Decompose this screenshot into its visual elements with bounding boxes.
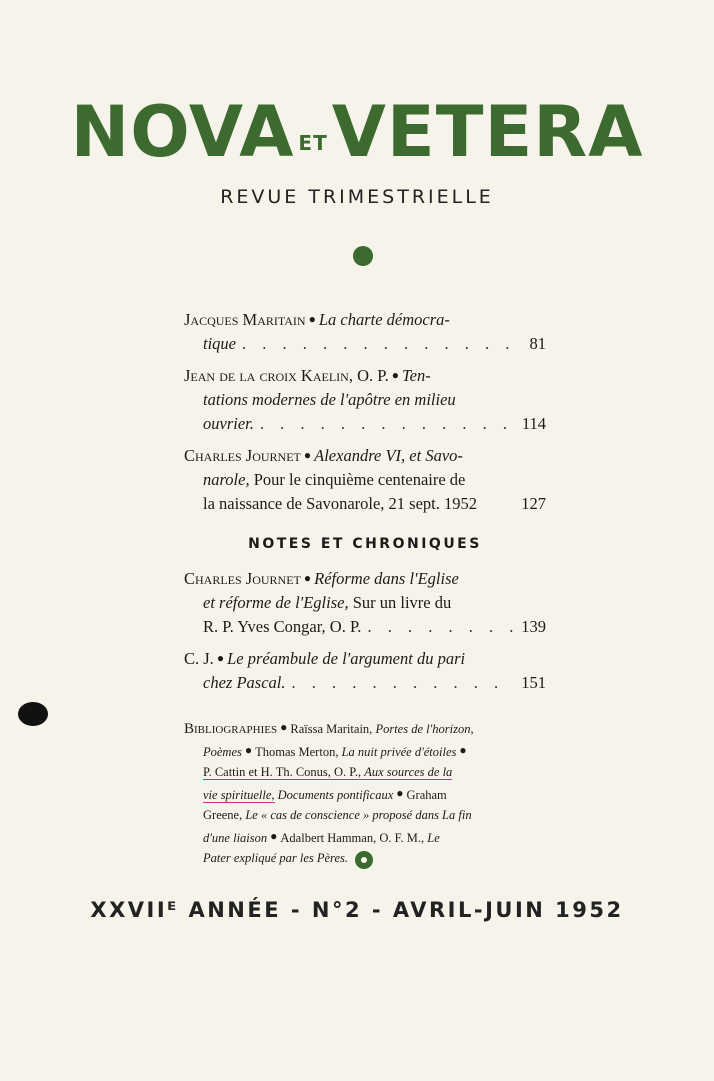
bullet-icon: ● xyxy=(270,828,278,843)
toc-title-cont: tique xyxy=(203,334,236,353)
biblio-title: La nuit privée d'étoiles xyxy=(341,744,457,759)
bullet-icon: ● xyxy=(303,448,312,462)
toc-subtitle: Pour le cinquième centenaire de xyxy=(253,470,466,489)
biblio-author: Adalbert Hamman, O. F. M., xyxy=(280,830,425,845)
biblio-title: Pater expliqué par les Pères. xyxy=(203,851,348,865)
biblio-title: Le « cas de conscience » proposé dans La fin xyxy=(245,808,472,822)
biblio-title: Poèmes xyxy=(203,744,242,759)
toc-page: 127 xyxy=(521,494,546,513)
toc-entry xyxy=(184,443,546,516)
toc-page: 151 xyxy=(521,673,546,692)
issue-footer: XXVIIᴱ ANNÉE - N°2 - AVRIL-JUIN 1952 xyxy=(90,898,624,922)
toc-title: Alexandre VI, et Savo- xyxy=(314,446,463,465)
toc-title: La charte démocra- xyxy=(318,310,450,329)
biblio-author: Thomas Merton, xyxy=(255,744,339,759)
toc-title-cont: ouvrier. xyxy=(203,414,254,433)
toc-title-cont: chez Pascal. xyxy=(203,673,286,692)
title-et: ET xyxy=(298,131,328,155)
title-vetera: VETERA xyxy=(331,91,644,173)
masthead-title xyxy=(0,92,714,172)
bullet-icon: ● xyxy=(459,742,467,757)
toc-title: Ten- xyxy=(401,366,431,385)
leader-dots xyxy=(291,671,515,695)
bullet-icon: ● xyxy=(280,720,288,734)
biblio-author: P. Cattin et H. Th. Conus, O. P., xyxy=(203,765,362,779)
toc-title-cont: et réforme de l'Eglise, xyxy=(203,593,349,612)
biblio-title: d'une liaison xyxy=(203,830,268,845)
biblio-title: vie spirituelle, xyxy=(203,787,275,802)
bullet-icon: ● xyxy=(303,571,312,585)
bibliographies xyxy=(184,717,546,869)
biblio-author: Raïssa Maritain, xyxy=(290,722,373,736)
biblio-heading: Bibliographies xyxy=(184,721,278,737)
bullet-icon: ● xyxy=(216,651,225,665)
title-nova: NOVA xyxy=(70,91,295,173)
leader-dots xyxy=(260,412,516,436)
toc-page: 114 xyxy=(521,414,546,433)
bullet-icon: ● xyxy=(308,312,316,326)
toc-subtitle: Sur un livre du xyxy=(352,593,452,612)
table-of-contents xyxy=(184,307,546,869)
bullet-icon: ● xyxy=(391,368,399,382)
biblio-title: Aux sources de la xyxy=(364,765,453,779)
toc-entry xyxy=(184,646,546,695)
ornament-dot xyxy=(353,246,373,266)
leader-dots xyxy=(242,332,516,356)
toc-author: Jacques Maritain xyxy=(184,310,306,329)
biblio-title: Documents pontificaux xyxy=(277,787,394,802)
subtitle: REVUE TRIMESTRIELLE xyxy=(220,186,494,208)
toc-author: Jean de la croix Kaelin, O. P. xyxy=(184,366,389,385)
toc-author: Charles Journet xyxy=(184,569,301,588)
biblio-title: Portes de l'horizon, xyxy=(375,722,474,736)
toc-title: Réforme dans l'Eglise xyxy=(314,569,459,588)
toc-subtitle-cont: la naissance de Savonarole, 21 sept. 1952 xyxy=(203,494,478,513)
biblio-author: Graham xyxy=(406,787,447,802)
toc-entry xyxy=(184,363,546,436)
section-heading: NOTES ET CHRONIQUES xyxy=(248,536,482,552)
toc-title-cont: narole, xyxy=(203,470,250,489)
highlight-underline xyxy=(203,765,452,780)
bullet-icon: ● xyxy=(244,742,253,757)
toc-title: Le préambule de l'argument du pari xyxy=(227,649,466,668)
toc-subtitle-cont: R. P. Yves Congar, O. P. xyxy=(203,617,362,636)
toc-entry xyxy=(184,307,546,356)
bullet-icon: ● xyxy=(396,785,404,800)
toc-page: 139 xyxy=(521,617,546,636)
toc-author: C. J. xyxy=(184,649,214,668)
leader-dots xyxy=(367,615,515,639)
toc-author: Charles Journet xyxy=(184,446,301,465)
toc-page: 81 xyxy=(529,334,546,353)
toc-entry xyxy=(184,566,546,639)
punch-hole-mark xyxy=(18,702,48,726)
ornament-ring xyxy=(355,851,373,869)
biblio-author: Greene, xyxy=(203,808,243,822)
biblio-title: Le xyxy=(427,830,440,845)
toc-title-cont: tations modernes de l'apôtre en milieu xyxy=(203,390,456,409)
